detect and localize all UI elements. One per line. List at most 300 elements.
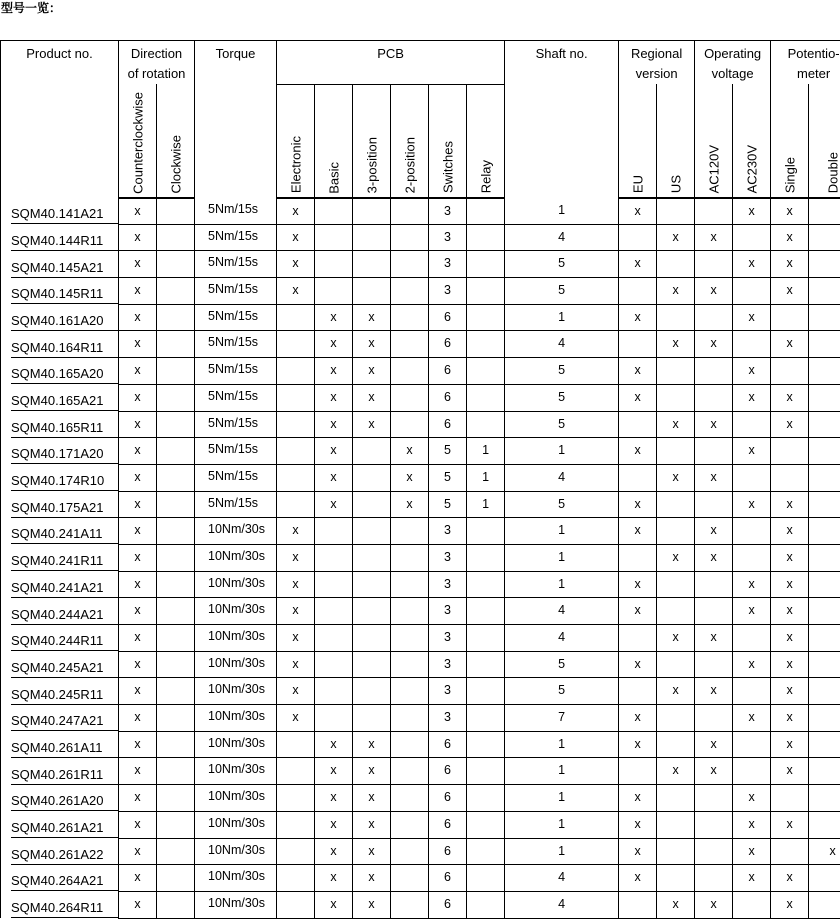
eu-label: EU — [630, 175, 645, 193]
relay-cell — [467, 278, 505, 305]
shaft-no-cell: 5 — [505, 411, 619, 438]
torque-cell: 5Nm/15s — [195, 304, 277, 331]
us-cell — [657, 651, 695, 678]
us-cell — [657, 384, 695, 411]
double-cell — [809, 891, 840, 918]
ac120v-cell — [695, 358, 733, 385]
torque-cell: 5Nm/15s — [195, 411, 277, 438]
single-cell: x — [771, 491, 809, 518]
ccw-cell: x — [119, 278, 157, 305]
three-position-cell: x — [353, 411, 391, 438]
cw-cell — [157, 651, 195, 678]
basic-header — [315, 84, 353, 198]
ccw-cell: x — [119, 251, 157, 278]
product-no-text: SQM40.241R11 — [11, 553, 119, 571]
three-position-cell — [353, 625, 391, 652]
single-cell: x — [771, 598, 809, 625]
basic-cell: x — [315, 838, 353, 865]
product-no-text: SQM40.165R11 — [11, 420, 119, 438]
electronic-cell — [277, 811, 315, 838]
single-cell: x — [771, 331, 809, 358]
single-cell: x — [771, 411, 809, 438]
ac120v-cell: x — [695, 464, 733, 491]
switches-cell: 3 — [429, 544, 467, 571]
switches-cell: 3 — [429, 571, 467, 598]
pot-header-line1: Potentio- — [788, 46, 840, 61]
product-no-cell — [1, 571, 119, 598]
regional-header-line1: Regional — [631, 46, 682, 61]
single-cell: x — [771, 518, 809, 545]
cw-cell — [157, 358, 195, 385]
torque-cell: 5Nm/15s — [195, 491, 277, 518]
switches-cell: 3 — [429, 598, 467, 625]
switches-cell: 3 — [429, 705, 467, 732]
ac120v-cell — [695, 198, 733, 225]
torque-cell: 5Nm/15s — [195, 224, 277, 251]
relay-cell — [467, 838, 505, 865]
single-cell: x — [771, 278, 809, 305]
double-cell: x — [809, 838, 840, 865]
switches-cell: 3 — [429, 198, 467, 225]
operating-voltage-header — [695, 41, 771, 85]
single-cell: x — [771, 891, 809, 918]
electronic-label: Electronic — [288, 136, 303, 193]
voltage-header-line1: Operating — [704, 46, 761, 61]
relay-cell — [467, 304, 505, 331]
single-cell: x — [771, 251, 809, 278]
double-cell — [809, 865, 840, 892]
table-row — [1, 651, 840, 678]
shaft-no-cell: 5 — [505, 491, 619, 518]
three-position-cell: x — [353, 384, 391, 411]
shaft-no-cell: 1 — [505, 518, 619, 545]
two-position-cell — [391, 678, 429, 705]
us-cell: x — [657, 331, 695, 358]
ac230v-cell: x — [733, 705, 771, 732]
cw-cell — [157, 625, 195, 652]
shaft-no-cell: 1 — [505, 838, 619, 865]
double-cell — [809, 331, 840, 358]
shaft-no-cell: 1 — [505, 198, 619, 225]
product-no-text: SQM40.261A11 — [11, 740, 119, 758]
ac120v-cell — [695, 811, 733, 838]
product-no-text: SQM40.261A20 — [11, 793, 119, 811]
cw-cell — [157, 464, 195, 491]
us-cell: x — [657, 758, 695, 785]
ccw-cell: x — [119, 785, 157, 812]
single-cell — [771, 838, 809, 865]
electronic-cell — [277, 491, 315, 518]
switches-cell: 3 — [429, 651, 467, 678]
relay-cell — [467, 811, 505, 838]
three-position-cell — [353, 598, 391, 625]
product-no-text: SQM40.174R10 — [11, 473, 119, 491]
relay-cell — [467, 518, 505, 545]
basic-cell — [315, 278, 353, 305]
us-cell — [657, 838, 695, 865]
double-cell — [809, 224, 840, 251]
switches-cell: 3 — [429, 518, 467, 545]
two-position-cell — [391, 251, 429, 278]
cw-cell — [157, 731, 195, 758]
three-position-header — [353, 84, 391, 198]
three-position-cell — [353, 278, 391, 305]
relay-cell — [467, 544, 505, 571]
double-cell — [809, 651, 840, 678]
pot-header-line2: meter — [797, 66, 830, 81]
product-no-cell — [1, 198, 119, 225]
eu-cell — [619, 678, 657, 705]
single-cell: x — [771, 198, 809, 225]
relay-cell — [467, 384, 505, 411]
double-cell — [809, 598, 840, 625]
electronic-cell: x — [277, 678, 315, 705]
two-position-cell — [391, 731, 429, 758]
product-no-text: SQM40.264R11 — [11, 900, 119, 918]
basic-cell: x — [315, 331, 353, 358]
us-cell: x — [657, 278, 695, 305]
two-position-cell — [391, 785, 429, 812]
electronic-cell: x — [277, 251, 315, 278]
ac230v-cell: x — [733, 785, 771, 812]
shaft-no-cell: 1 — [505, 785, 619, 812]
product-no-text: SQM40.171A20 — [11, 446, 119, 464]
eu-cell: x — [619, 491, 657, 518]
three-position-cell: x — [353, 758, 391, 785]
ac120v-cell — [695, 438, 733, 465]
basic-cell — [315, 544, 353, 571]
product-no-cell — [1, 331, 119, 358]
ac120v-cell — [695, 838, 733, 865]
ac230v-label: AC230V — [744, 145, 759, 193]
ccw-cell: x — [119, 518, 157, 545]
table-row — [1, 865, 840, 892]
product-no-text: SQM40.241A11 — [11, 526, 119, 544]
three-position-cell: x — [353, 865, 391, 892]
ac120v-cell: x — [695, 411, 733, 438]
product-no-cell — [1, 518, 119, 545]
three-position-cell — [353, 544, 391, 571]
us-cell: x — [657, 411, 695, 438]
us-cell — [657, 705, 695, 732]
eu-cell — [619, 278, 657, 305]
torque-cell: 5Nm/15s — [195, 464, 277, 491]
two-position-cell — [391, 544, 429, 571]
relay-cell — [467, 251, 505, 278]
basic-cell: x — [315, 731, 353, 758]
us-cell: x — [657, 678, 695, 705]
table-row — [1, 331, 840, 358]
torque-cell: 5Nm/15s — [195, 358, 277, 385]
table-row — [1, 224, 840, 251]
electronic-cell — [277, 438, 315, 465]
shaft-no-cell: 4 — [505, 625, 619, 652]
relay-cell — [467, 758, 505, 785]
shaft-no-header: Shaft no. — [505, 41, 619, 198]
basic-cell: x — [315, 464, 353, 491]
ccw-cell: x — [119, 731, 157, 758]
table-row — [1, 811, 840, 838]
product-no-cell — [1, 544, 119, 571]
ccw-label: Counterclockwise — [130, 92, 145, 194]
ac230v-cell: x — [733, 491, 771, 518]
table-row — [1, 758, 840, 785]
eu-cell: x — [619, 598, 657, 625]
relay-cell: 1 — [467, 464, 505, 491]
cw-cell — [157, 785, 195, 812]
two-position-cell — [391, 811, 429, 838]
double-cell — [809, 544, 840, 571]
product-no-cell — [1, 251, 119, 278]
single-cell — [771, 785, 809, 812]
three-position-cell — [353, 464, 391, 491]
product-no-text: SQM40.245R11 — [11, 687, 119, 705]
basic-cell: x — [315, 384, 353, 411]
us-cell — [657, 518, 695, 545]
switches-cell: 5 — [429, 491, 467, 518]
switches-cell: 6 — [429, 384, 467, 411]
double-cell — [809, 438, 840, 465]
ac120v-cell: x — [695, 224, 733, 251]
ac230v-cell: x — [733, 198, 771, 225]
table-row — [1, 785, 840, 812]
torque-cell: 10Nm/30s — [195, 625, 277, 652]
torque-cell: 10Nm/30s — [195, 544, 277, 571]
ac120v-cell — [695, 251, 733, 278]
three-position-cell — [353, 198, 391, 225]
eu-cell: x — [619, 384, 657, 411]
cw-cell — [157, 678, 195, 705]
product-no-cell — [1, 731, 119, 758]
cw-cell — [157, 891, 195, 918]
ac230v-cell: x — [733, 838, 771, 865]
single-cell: x — [771, 571, 809, 598]
switches-label: Switches — [440, 141, 455, 193]
ccw-cell: x — [119, 544, 157, 571]
relay-cell — [467, 198, 505, 225]
us-cell: x — [657, 544, 695, 571]
table-row — [1, 304, 840, 331]
shaft-no-cell: 4 — [505, 598, 619, 625]
shaft-no-cell: 4 — [505, 865, 619, 892]
single-cell: x — [771, 758, 809, 785]
ac120v-cell — [695, 651, 733, 678]
two-position-cell — [391, 278, 429, 305]
two-position-cell — [391, 758, 429, 785]
ccw-cell: x — [119, 705, 157, 732]
double-cell — [809, 731, 840, 758]
electronic-cell: x — [277, 224, 315, 251]
torque-cell: 5Nm/15s — [195, 251, 277, 278]
ccw-cell: x — [119, 625, 157, 652]
torque-cell: 10Nm/30s — [195, 651, 277, 678]
product-no-text: SQM40.165A21 — [11, 393, 119, 411]
ccw-cell: x — [119, 224, 157, 251]
product-no-cell — [1, 411, 119, 438]
two-position-cell — [391, 651, 429, 678]
ac120v-cell — [695, 705, 733, 732]
ac230v-cell: x — [733, 865, 771, 892]
torque-header: Torque — [195, 41, 277, 198]
product-no-cell — [1, 464, 119, 491]
table-row — [1, 278, 840, 305]
pcb-header: PCB — [277, 41, 505, 85]
switches-cell: 6 — [429, 891, 467, 918]
electronic-cell — [277, 331, 315, 358]
product-no-text: SQM40.141A21 — [11, 206, 119, 224]
ccw-cell: x — [119, 304, 157, 331]
electronic-cell — [277, 464, 315, 491]
three-position-cell — [353, 438, 391, 465]
single-header — [771, 84, 809, 198]
two-position-cell — [391, 411, 429, 438]
torque-cell: 5Nm/15s — [195, 331, 277, 358]
relay-cell — [467, 571, 505, 598]
shaft-no-cell: 4 — [505, 891, 619, 918]
torque-cell: 10Nm/30s — [195, 518, 277, 545]
us-cell — [657, 571, 695, 598]
cw-cell — [157, 331, 195, 358]
ac230v-cell — [733, 224, 771, 251]
electronic-cell: x — [277, 518, 315, 545]
product-no-text: SQM40.175A21 — [11, 500, 119, 518]
double-cell — [809, 384, 840, 411]
cw-cell — [157, 598, 195, 625]
three-position-cell: x — [353, 785, 391, 812]
two-position-label: 2-position — [402, 137, 417, 193]
shaft-no-cell: 4 — [505, 224, 619, 251]
two-position-cell — [391, 331, 429, 358]
ac230v-cell: x — [733, 651, 771, 678]
three-position-cell — [353, 571, 391, 598]
two-position-cell — [391, 358, 429, 385]
double-cell — [809, 198, 840, 225]
basic-cell: x — [315, 438, 353, 465]
basic-cell: x — [315, 811, 353, 838]
double-cell — [809, 705, 840, 732]
two-position-cell — [391, 198, 429, 225]
double-cell — [809, 785, 840, 812]
switches-cell: 6 — [429, 331, 467, 358]
torque-cell: 5Nm/15s — [195, 198, 277, 225]
basic-cell — [315, 224, 353, 251]
eu-cell — [619, 625, 657, 652]
ccw-cell: x — [119, 598, 157, 625]
direction-header-line2: of rotation — [128, 66, 186, 81]
product-no-cell — [1, 278, 119, 305]
cw-cell — [157, 811, 195, 838]
table-row — [1, 571, 840, 598]
double-cell — [809, 758, 840, 785]
single-cell: x — [771, 384, 809, 411]
ac230v-cell — [733, 678, 771, 705]
table-row — [1, 251, 840, 278]
ac230v-cell: x — [733, 571, 771, 598]
electronic-cell — [277, 304, 315, 331]
switches-header — [429, 84, 467, 198]
electronic-cell — [277, 865, 315, 892]
ac230v-cell — [733, 731, 771, 758]
product-no-cell — [1, 625, 119, 652]
double-cell — [809, 491, 840, 518]
shaft-no-cell: 1 — [505, 571, 619, 598]
ac230v-cell — [733, 544, 771, 571]
eu-cell: x — [619, 198, 657, 225]
table-row — [1, 705, 840, 732]
product-no-text: SQM40.261R11 — [11, 767, 119, 785]
eu-cell: x — [619, 651, 657, 678]
ccw-cell: x — [119, 411, 157, 438]
relay-cell: 1 — [467, 438, 505, 465]
three-position-label: 3-position — [364, 137, 379, 193]
shaft-no-cell: 5 — [505, 251, 619, 278]
single-cell: x — [771, 625, 809, 652]
double-cell — [809, 571, 840, 598]
product-no-cell — [1, 651, 119, 678]
product-no-header: Product no. — [1, 41, 119, 198]
three-position-cell: x — [353, 304, 391, 331]
product-no-cell — [1, 224, 119, 251]
switches-cell: 6 — [429, 411, 467, 438]
two-position-cell — [391, 838, 429, 865]
cw-cell — [157, 251, 195, 278]
two-position-header — [391, 84, 429, 198]
us-cell — [657, 731, 695, 758]
double-cell — [809, 304, 840, 331]
shaft-no-cell: 1 — [505, 758, 619, 785]
switches-cell: 6 — [429, 304, 467, 331]
two-position-cell — [391, 384, 429, 411]
ac120v-cell: x — [695, 625, 733, 652]
product-no-text: SQM40.145A21 — [11, 260, 119, 278]
ac120v-cell — [695, 571, 733, 598]
product-no-text: SQM40.164R11 — [11, 340, 119, 358]
double-header — [809, 84, 840, 198]
single-cell: x — [771, 731, 809, 758]
us-label: US — [668, 175, 683, 193]
single-cell — [771, 438, 809, 465]
ac230v-cell: x — [733, 598, 771, 625]
shaft-no-cell: 4 — [505, 464, 619, 491]
us-cell: x — [657, 224, 695, 251]
us-cell — [657, 198, 695, 225]
table-row — [1, 731, 840, 758]
torque-cell: 10Nm/30s — [195, 865, 277, 892]
relay-cell — [467, 891, 505, 918]
single-cell — [771, 358, 809, 385]
eu-cell — [619, 544, 657, 571]
switches-cell: 3 — [429, 224, 467, 251]
relay-cell — [467, 331, 505, 358]
basic-cell — [315, 705, 353, 732]
torque-cell: 10Nm/30s — [195, 785, 277, 812]
single-label: Single — [782, 157, 797, 193]
basic-cell — [315, 598, 353, 625]
basic-cell — [315, 625, 353, 652]
ccw-cell: x — [119, 464, 157, 491]
three-position-cell: x — [353, 891, 391, 918]
eu-cell: x — [619, 438, 657, 465]
table-row — [1, 438, 840, 465]
shaft-no-cell: 5 — [505, 278, 619, 305]
three-position-cell: x — [353, 811, 391, 838]
cw-cell — [157, 758, 195, 785]
three-position-cell: x — [353, 358, 391, 385]
double-cell — [809, 251, 840, 278]
model-overview-table — [0, 40, 840, 919]
single-cell: x — [771, 865, 809, 892]
torque-cell: 10Nm/30s — [195, 811, 277, 838]
